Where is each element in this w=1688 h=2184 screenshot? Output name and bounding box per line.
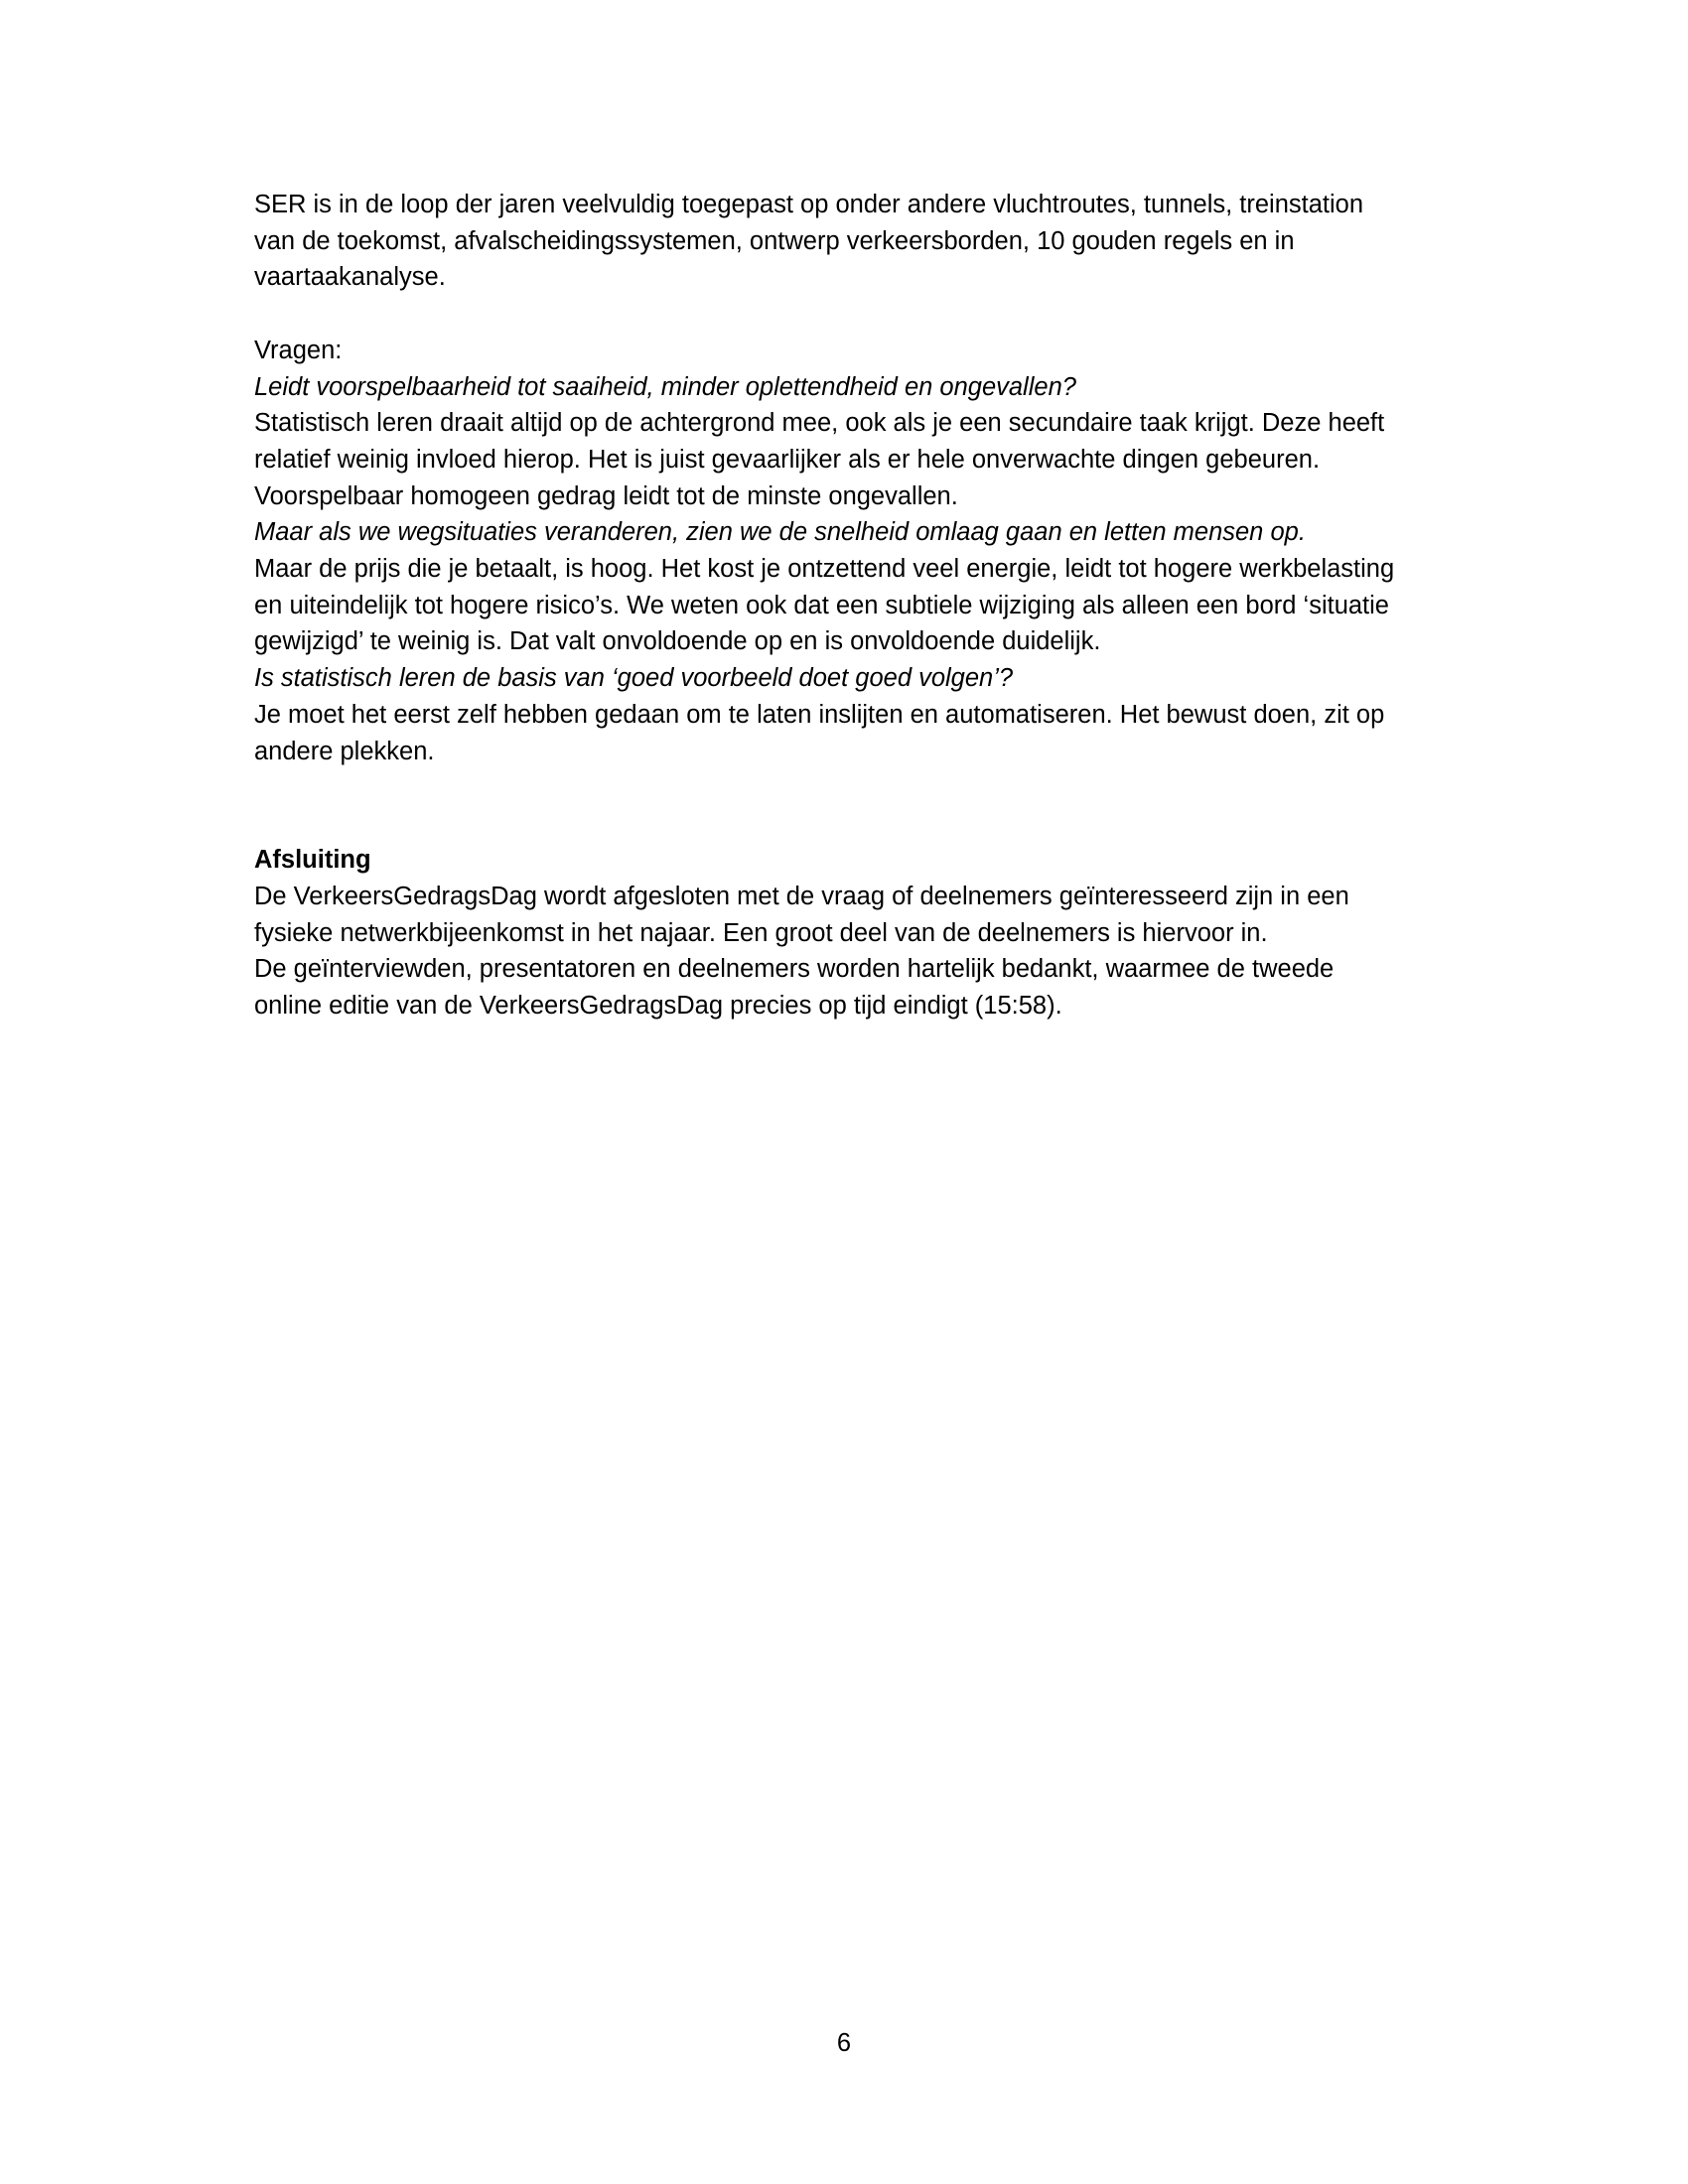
closing-line: De VerkeersGedragsDag wordt afgesloten met de vraag of deelnemers geïnteresseerd zijn in een <box>254 882 1349 910</box>
answer-2-line: gewijzigd’ te weinig is. Dat valt onvoldoende op en is onvoldoende duidelijk. <box>254 627 1101 656</box>
question-1: Leidt voorspelbaarheid tot saaiheid, minder oplettendheid en ongevallen? <box>254 372 1076 401</box>
questions-label: Vragen: <box>254 336 343 364</box>
answer-1-line: Statistisch leren draait altijd op de achtergrond mee, ook als je een secundaire taak krijgt. Deze heeft <box>254 409 1385 438</box>
intro-line: SER is in de loop der jaren veelvuldig toegepast op onder andere vluchtroutes, tunnels, treinstation <box>254 191 1364 218</box>
intro-line: vaartaakanalyse. <box>254 263 446 292</box>
page-number: 6 <box>836 2029 852 2057</box>
intro-paragraph <box>254 187 1446 296</box>
answer-3-line: andere plekken. <box>254 737 435 765</box>
intro-line: van de toekomst, afvalscheidingssystemen, ontwerp verkeersborden, 10 gouden regels en in <box>254 226 1295 255</box>
answer-2-line: Maar de prijs die je betaalt, is hoog. Het kost je ontzettend veel energie, leidt tot hogere werkbelasting <box>254 555 1395 584</box>
paragraph-spacer <box>254 296 1446 333</box>
question-2: Maar als we wegsituaties veranderen, zien we de snelheid omlaag gaan en letten mensen op. <box>254 518 1306 547</box>
answer-3-line: Je moet het eerst zelf hebben gedaan om te laten inslijten en automatiseren. Het bewust doen, zit op <box>254 700 1385 729</box>
answer-1-line: relatief weinig invloed hierop. Het is juist gevaarlijker als er hele onverwachte dingen gebeuren. <box>254 445 1321 474</box>
page-body <box>254 187 1446 1024</box>
questions-section <box>254 333 1446 769</box>
question-3: Is statistisch leren de basis van ‘goed voorbeeld doet goed volgen’? <box>254 664 1014 693</box>
closing-heading: Afsluiting <box>254 846 371 875</box>
answer-2-line: en uiteindelijk tot hogere risico’s. We weten ook dat een subtiele wijziging als alleen een bord ‘situatie <box>254 591 1389 619</box>
closing-line: online editie van de VerkeersGedragsDag precies op tijd eindigt (15:58). <box>254 992 1062 1021</box>
closing-line: De geïnterviewden, presentatoren en deelnemers worden hartelijk bedankt, waarmee de tweede <box>254 955 1335 984</box>
closing-line: fysieke netwerkbijeenkomst in het najaar. Een groot deel van de deelnemers is hiervoor in. <box>254 918 1268 947</box>
closing-section <box>254 842 1446 1024</box>
answer-1-line: Voorspelbaar homogeen gedrag leidt tot de minste ongevallen. <box>254 481 958 510</box>
section-spacer <box>254 769 1446 842</box>
